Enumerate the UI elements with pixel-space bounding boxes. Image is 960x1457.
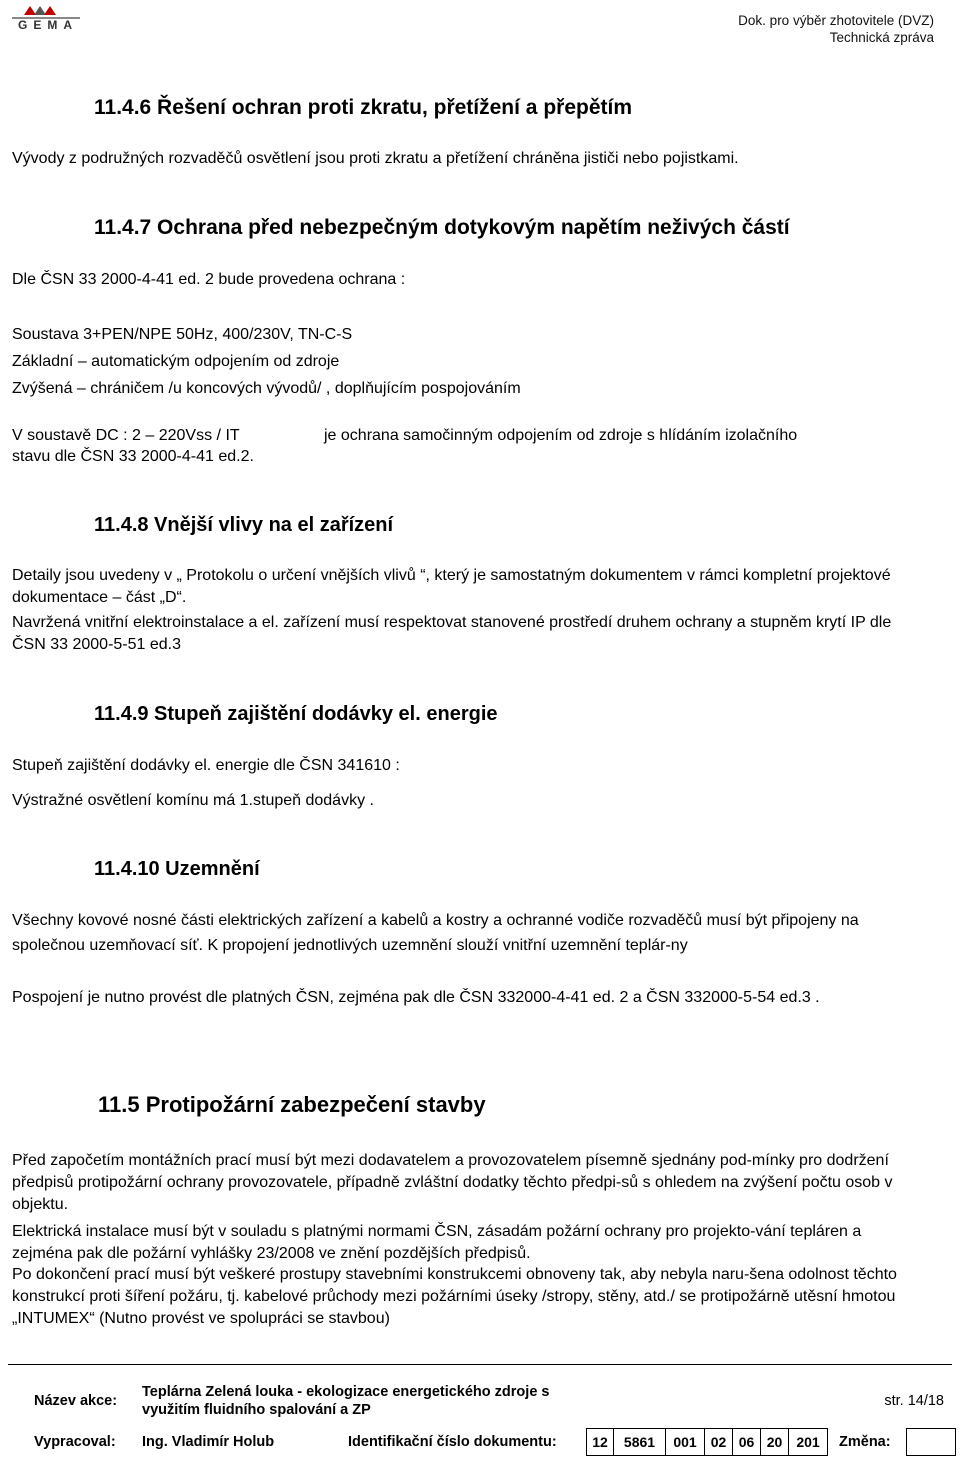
gema-logo bbox=[8, 4, 84, 34]
heading-11-4-6: 11.4.6 Řešení ochran proti zkratu, přetížení a přepětím bbox=[94, 96, 633, 119]
text-11-4-10-p1: Všechny kovové nosné části elektrických zařízení a kabelů a kostry a ochranné vodiče rozvaděčů musí být připojeny na společnou uzemňovací síť. K propojení jednotlivých uzemnění slouží vnitřní uzemnění teplár-ny bbox=[12, 912, 859, 954]
text-11-4-7-line3: Základní – automatickým odpojením od zdroje bbox=[12, 353, 340, 370]
doc-id-part-4: 02 bbox=[704, 1428, 733, 1456]
text-11-4-8-p1: Detaily jsou uvedeny v „ Protokolu o určení vnějších vlivů “, který je samostatným dokumentem v rámci kompletní projektové dokumentace – část „D“. bbox=[12, 567, 891, 606]
logo-text: GEMA bbox=[18, 18, 78, 32]
doc-id-part-6: 20 bbox=[760, 1428, 789, 1456]
doc-id-part-2: 5861 bbox=[613, 1428, 666, 1456]
doc-id-part-5: 06 bbox=[732, 1428, 761, 1456]
text-11-4-10-p2: Pospojení je nutno provést dle platných ČSN, zejména pak dle ČSN 332000-4-41 ed. 2 a ČSN 332000-5-54 ed.3 . bbox=[12, 989, 820, 1006]
text-11-4-7-line4: Zvýšená – chráničem /u koncových vývodů/ , doplňujícím pospojováním bbox=[12, 380, 521, 397]
text-11-4-7-dc-left: V soustavě DC : 2 – 220Vss / IT bbox=[12, 427, 240, 444]
doc-id-part-7: 201 bbox=[788, 1428, 828, 1456]
text-11-5-p3: Po dokončení prací musí být veškeré prostupy stavebními konstrukcemi obnoveny tak, aby nebyla naru-šena odolnost těchto konstrukcí proti šíření požáru, tj. kabelové průchody mezi požárními úseky /stropy, stěny, atd./ se protipožárně utěsní hmotou „INTUMEX“ (Nutno provést ve spolupráci se stavbou) bbox=[12, 1266, 897, 1327]
heading-11-4-10: 11.4.10 Uzemnění bbox=[94, 858, 260, 880]
heading-11-4-9: 11.4.9 Stupeň zajištění dodávky el. energie bbox=[94, 703, 498, 725]
text-11-4-9-line1: Stupeň zajištění dodávky el. energie dle ČSN 341610 : bbox=[12, 757, 400, 774]
text-11-5-p1: Před započetím montážních prací musí být mezi dodavatelem a provozovatelem písemně sjednány pod-mínky pro dodržení předpisů protipožární ochrany provozovatele, případně zvláštní dodatky těchto předpi-sů s ohledem na zvýšení počtu osob v objektu. bbox=[12, 1152, 893, 1213]
heading-11-4-8: 11.4.8 Vnější vlivy na el zařízení bbox=[94, 514, 394, 536]
text-11-4-7-line2: Soustava 3+PEN/NPE 50Hz, 400/230V, TN-C-S bbox=[12, 326, 353, 343]
footer-label-author: Vypracoval: bbox=[34, 1434, 116, 1450]
header-info bbox=[738, 12, 934, 46]
header-doc-type: Dok. pro výběr zhotovitele (DVZ) bbox=[738, 13, 934, 28]
footer-label-id: Identifikační číslo dokumentu: bbox=[348, 1434, 557, 1450]
footer-project-line2: využitím fluidního spalování a ZP bbox=[142, 1402, 371, 1418]
change-box bbox=[906, 1428, 956, 1456]
footer-label-name: Název akce: bbox=[34, 1393, 118, 1409]
heading-11-5: 11.5 Protipožární zabezpečení stavby bbox=[98, 1092, 486, 1117]
text-11-5-p2: Elektrická instalace musí být v souladu s platnými normami ČSN, zásadám požární ochrany pro projekto-vání tepláren a zejména pak dle požární vyhlášky 23/2008 ve znění pozdějších předpisů. bbox=[12, 1223, 862, 1262]
footer-label-change: Změna: bbox=[839, 1434, 891, 1450]
footer-divider bbox=[8, 1364, 952, 1365]
text-11-4-7-dc-line2: stavu dle ČSN 33 2000-4-41 ed.2. bbox=[12, 448, 254, 465]
text-11-4-7-line1: Dle ČSN 33 2000-4-41 ed. 2 bude provedena ochrana : bbox=[12, 271, 406, 288]
doc-id-part-1: 12 bbox=[586, 1428, 614, 1456]
text-11-4-7-dc-right: je ochrana samočinným odpojením od zdroje s hlídáním izolačního bbox=[324, 427, 798, 444]
footer-page: str. 14/18 bbox=[884, 1393, 944, 1409]
text-11-4-8-p2: Navržená vnitřní elektroinstalace a el. zařízení musí respektovat stanovené prostředí druhem ochrany a stupněm krytí IP dle ČSN 33 2000-5-51 ed.3 bbox=[12, 614, 892, 653]
text-11-4-6: Vývody z podružných rozvaděčů osvětlení jsou proti zkratu a přetížení chráněna jističi nebo pojistkami. bbox=[12, 150, 739, 167]
heading-11-4-7: 11.4.7 Ochrana před nebezpečným dotykovým napětím neživých částí bbox=[94, 216, 790, 239]
header-report: Technická zpráva bbox=[829, 30, 934, 45]
footer-author: Ing. Vladimír Holub bbox=[142, 1434, 275, 1450]
text-11-4-9-line2: Výstražné osvětlení komínu má 1.stupeň dodávky . bbox=[12, 792, 374, 809]
footer-project-line1: Teplárna Zelená louka - ekologizace energetického zdroje s bbox=[142, 1384, 550, 1400]
doc-id-part-3: 001 bbox=[665, 1428, 705, 1456]
